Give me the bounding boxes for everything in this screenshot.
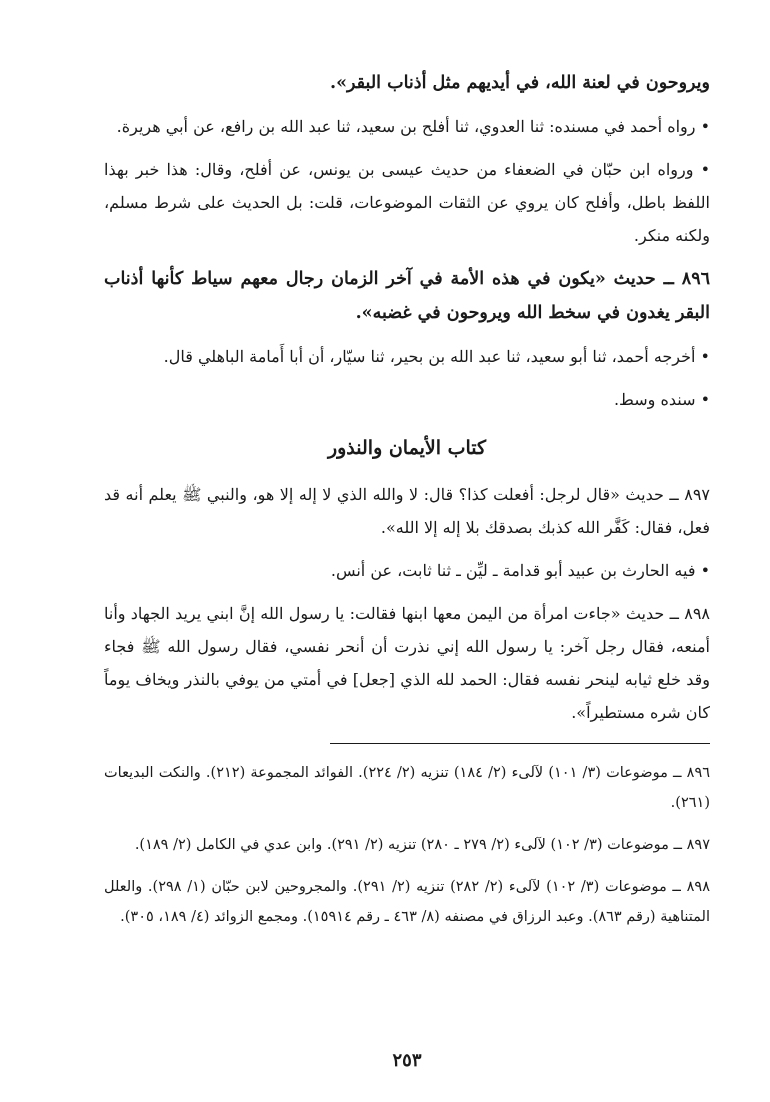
note-896-grade: • سنده وسط. [613, 390, 710, 409]
note-ahmad: • رواه أحمد في مسنده: ثنا العدوي، ثنا أفلح بن سعيد، ثنا عبد الله بن رافع، عن أبي هريرة. [116, 117, 710, 136]
footnote-896: ٨٩٦ ــ موضوعات (٣/ ١٠١) لآلىء (٢/ ١٨٤) تنزيه (٢/ ٢٢٤). الفوائد المجموعة (٢١٢). والنكت البديعات (٢٦١). [104, 765, 711, 811]
hadith-897: ٨٩٧ ــ حديث «قال لرجل: أفعلت كذا؟ قال: لا والله الذي لا إله إلا هو، والنبي ﷺ يعلم أنه قد فعل، فقال: كَفَّر الله كذبك بصدقك بلا إله إلا الله». [104, 485, 710, 537]
note-896-source: • أخرجه أحمد، ثنا أبو سعيد، ثنا عبد الله بن بحير، ثنا سيّار، أن أبا أَمامة الباهلي قال. [163, 347, 710, 366]
page-number: ٢٥٣ [392, 1050, 422, 1071]
hadith-896: ٨٩٦ ــ حديث «يكون في هذه الأمة في آخر الزمان رجال معهم سياط كأنها أذناب البقر يغدون في سخط الله ويروحون في غضبه». [104, 269, 710, 323]
footnote-897: ٨٩٧ ــ موضوعات (٣/ ١٠٢) لآلىء (٢/ ٢٧٩ ـ ٢٨٠) تنزيه (٢/ ٢٩١). وابن عدي في الكامل (٢/ ١٨٩). [134, 837, 710, 853]
chapter-title: كتاب الأيمان والنذور [327, 437, 487, 459]
book-page [104, 66, 710, 1076]
footnote-898: ٨٩٨ ــ موضوعات (٣/ ١٠٢) لآلىء (٢/ ٢٨٢) تنزيه (٢/ ٢٩١). والمجروحين لابن حبّان (١/ ٢٩٨). والعلل المتناهية (رقم ٨٦٣). وعبد الرزاق في مصنفه (٨/ ٤٦٣ ـ رقم ١٥٩١٤). ومجمع الزوائد (٤/ ١٨٩، ٣٠٥). [104, 879, 711, 925]
note-897: • فيه الحارث بن عبيد أبو قدامة ـ ليِّن ـ ثنا ثابت، عن أنس. [330, 561, 710, 580]
footnote-divider [330, 743, 710, 744]
hadith-898: ٨٩٨ ــ حديث «جاءت امرأة من اليمن معها ابنها فقالت: يا رسول الله إنَّ ابني يريد الجهاد وأنا أمنعه، فقال رجل آخر: يا رسول الله إني نذرت أن أنحر نفسي، فقال رسول الله ﷺ فجاء وقد خلع ثيابه لينحر نفسه فقال: الحمد لله الذي [جعل] في أمتي من يوفي بالنذر ويخاف يوماً كان شره مستطيراً». [104, 604, 710, 722]
note-ibn-hibban: • ورواه ابن حبّان في الضعفاء من حديث عيسى بن يونس، عن أفلح، وقال: هذا خبر بهذا اللفظ باطل، وأفلح كان يروي عن الثقات الموضوعات، قلت: بل الحديث على شرط مسلم، ولكنه منكر. [104, 160, 710, 245]
hadith-continuation: ويروحون في لعنة الله، في أيديهم مثل أذناب البقر». [330, 73, 710, 93]
